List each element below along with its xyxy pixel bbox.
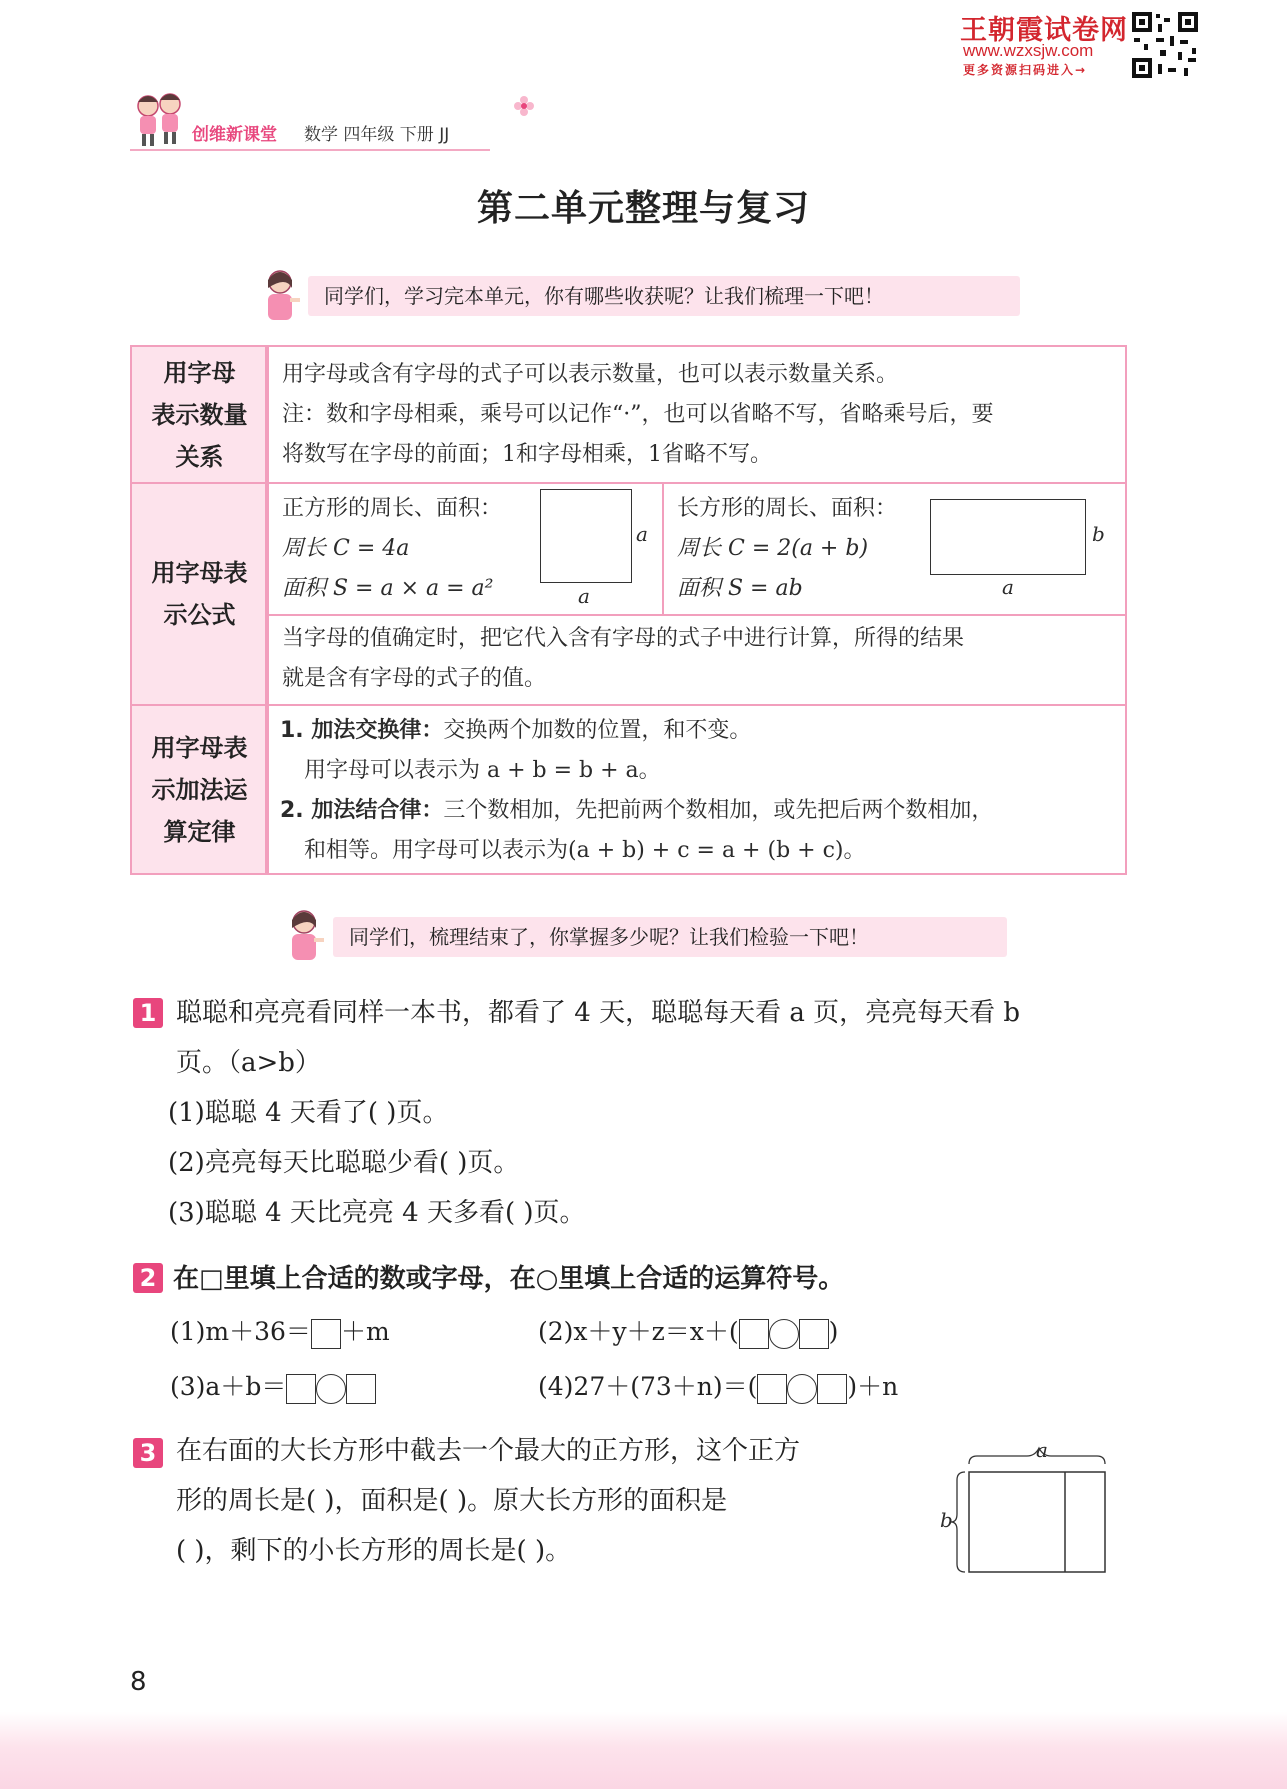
q1-sub2[interactable]: (2)亮亮每天比聪聪少看( )页。: [168, 1148, 520, 1178]
q2-part4: [538, 1367, 898, 1404]
row-label-addition-laws: 用字母表 示加法运 算定律: [132, 706, 269, 873]
row1-line3: 将数写在字母的前面；1和字母相乘，1省略不写。: [282, 442, 772, 467]
q2-part2-right: ): [828, 1317, 839, 1346]
question-1: [168, 988, 1136, 1238]
answer-box[interactable]: [757, 1374, 787, 1404]
formula-note-line2: 就是含有字母的式子的值。: [282, 666, 547, 691]
question-2: 在□里填上合适的数或字母，在○里填上合适的运算符号。: [173, 1264, 845, 1294]
rect-formulas: [677, 489, 937, 609]
answer-box[interactable]: [311, 1319, 341, 1349]
rect-bottom-label: a: [1002, 575, 1014, 599]
page-number: 8: [130, 1667, 147, 1697]
law1-formula: 用字母可以表示为 a + b = b + a。: [304, 758, 661, 783]
practice-intro-bubble: 同学们，梳理结束了，你掌握多少呢？让我们检验一下吧！: [333, 917, 1007, 957]
square-bottom-label: a: [578, 584, 590, 608]
q3-line3[interactable]: ( )，剩下的小长方形的周长是( )。: [176, 1536, 572, 1566]
law1-title: 1. 加法交换律：: [280, 718, 444, 743]
row1-line1: 用字母或含有字母的式子可以表示数量，也可以表示数量关系。: [282, 362, 899, 387]
q3-line1: 在右面的大长方形中截去一个最大的正方形，这个正方: [176, 1436, 801, 1466]
row1-text: [282, 355, 1112, 475]
q2-part3: [170, 1367, 376, 1404]
q2-part1: [170, 1312, 390, 1349]
operator-circle[interactable]: [787, 1374, 817, 1404]
square-diagram: [540, 489, 632, 583]
answer-box[interactable]: [739, 1319, 769, 1349]
series-name: 创维新课堂: [192, 125, 277, 145]
q1-line1: 聪聪和亮亮看同样一本书，都看了 4 天，聪聪每天看 a 页，亮亮每天看 b: [176, 998, 1021, 1028]
book-info: 数学 四年级 下册 JJ: [304, 125, 450, 145]
question-3: [176, 1426, 936, 1576]
operator-circle[interactable]: [316, 1374, 346, 1404]
footer-band: [0, 1712, 1287, 1789]
rect-side-label: b: [1092, 522, 1105, 546]
law2-title: 2. 加法结合律：: [280, 798, 444, 823]
teacher-girl-icon: [280, 906, 328, 968]
law2-text: 三个数相加，先把前两个数相加，或先把后两个数相加，: [443, 798, 994, 823]
review-intro-bubble: 同学们，学习完本单元，你有哪些收获呢？让我们梳理一下吧！: [308, 276, 1020, 316]
row-label-formula: 用字母表 示公式: [132, 484, 269, 704]
diagram-label-a: a: [1036, 1438, 1048, 1462]
label-column-border: [265, 347, 267, 873]
page-title: 第二单元整理与复习: [476, 188, 810, 229]
q2-part3-left: (3)a＋b＝: [170, 1372, 287, 1401]
q1-sub3[interactable]: (3)聪聪 4 天比亮亮 4 天多看( )页。: [168, 1198, 586, 1228]
summary-table: [130, 345, 1127, 875]
q2-part1-left: (1)m＋36＝: [170, 1317, 311, 1346]
row-divider: [132, 482, 1127, 484]
rect-perimeter: 周长 C = 2(a + b): [677, 536, 869, 561]
flower-icon: [512, 94, 536, 118]
formula-note: [282, 619, 1112, 699]
rect-area: 面积 S = ab: [677, 576, 803, 601]
q2-part1-right: ＋m: [340, 1317, 390, 1346]
answer-box[interactable]: [817, 1374, 847, 1404]
row-divider: [267, 614, 1127, 616]
square-area: 面积 S = a × a = a²: [282, 576, 494, 601]
brand-scan-text: 更多资源扫码进入→: [963, 63, 1088, 77]
square-heading: 正方形的周长、面积：: [282, 496, 503, 521]
answer-box[interactable]: [286, 1374, 316, 1404]
addition-laws: [280, 711, 1120, 871]
q2-part2-left: (2)x＋y＋z＝x＋(: [538, 1317, 739, 1346]
question-number: 3: [133, 1438, 163, 1468]
brand-name: 王朝霞试卷网: [960, 15, 1128, 46]
diagram-label-b: b: [940, 1508, 953, 1532]
row-label-quantity: 用字母 表示数量 关系: [132, 347, 269, 482]
answer-box[interactable]: [799, 1319, 829, 1349]
header-divider: [130, 149, 490, 151]
q2-part4-left: (4)27＋(73＋n)＝(: [538, 1372, 758, 1401]
law2-formula: 和相等。用字母可以表示为(a + b) + c = a + (b + c)。: [304, 838, 866, 863]
answer-box[interactable]: [346, 1374, 376, 1404]
kids-mascot-icon: [128, 88, 192, 152]
qr-code-icon[interactable]: [1130, 10, 1200, 80]
question-number: 2: [133, 1263, 163, 1293]
rect-heading: 长方形的周长、面积：: [677, 496, 898, 521]
teacher-girl-icon: [256, 266, 304, 328]
square-formulas: [282, 489, 542, 609]
q1-sub1[interactable]: (1)聪聪 4 天看了( )页。: [168, 1098, 449, 1128]
q1-line2: 页。（a>b）: [176, 1048, 321, 1078]
q2-part2: [538, 1312, 838, 1349]
square-side-label: a: [636, 522, 648, 546]
brand-url[interactable]: www.wzxsjw.com: [963, 41, 1094, 60]
law1-text: 交换两个加数的位置，和不变。: [443, 718, 752, 743]
q3-line2[interactable]: 形的周长是( )，面积是( )。原大长方形的面积是: [176, 1486, 728, 1516]
row1-line2: 注：数和字母相乘，乘号可以记作“·”，也可以省略不写，省略乘号后，要: [282, 402, 994, 427]
formula-divider: [662, 484, 664, 614]
square-perimeter: 周长 C = 4a: [282, 536, 410, 561]
rect-diagram: [930, 499, 1086, 575]
question-number: 1: [133, 998, 163, 1028]
formula-note-line1: 当字母的值确定时，把它代入含有字母的式子中进行计算，所得的结果: [282, 626, 965, 651]
row-divider: [132, 704, 1127, 706]
rectangle-diagram: [935, 1440, 1135, 1575]
q2-part4-right: )＋n: [847, 1372, 899, 1401]
operator-circle[interactable]: [769, 1319, 799, 1349]
